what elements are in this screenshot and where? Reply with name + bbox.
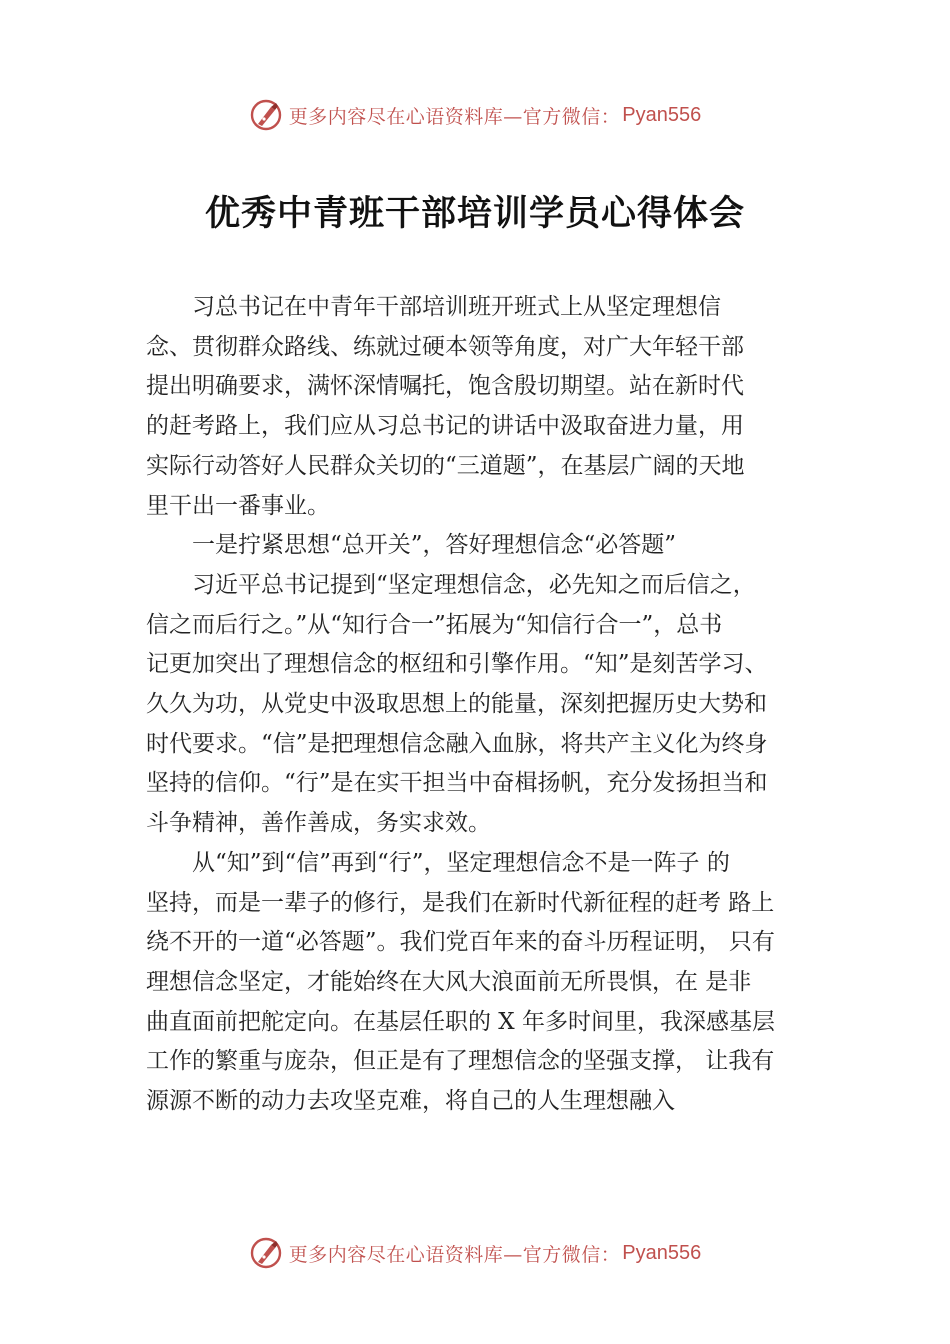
text-line: 曲直面前把舵定向。在基层任职的 X 年多时间里，我深感基层 xyxy=(146,1008,775,1035)
text-line: 念、贯彻群众路线、练就过硬本领等角度，对广大年轻干部 xyxy=(146,333,744,360)
section-heading-1 xyxy=(146,526,836,566)
text-line: 时代要求。“信”是把理想信念融入血脉，将共产主义化为终身 xyxy=(146,730,768,757)
text-line: 久久为功，从党史中汲取思想上的能量，深刻把握历史大势和 xyxy=(146,691,767,718)
text-line: 从“知”到“信”再到“行”，坚定理想信念不是一阵子 的 xyxy=(192,849,730,876)
text-line: 提出明确要求，满怀深情嘱托，饱含殷切期望。站在新时代 xyxy=(146,373,744,400)
pen-nib-logo-icon xyxy=(249,98,283,132)
text-line: 实际行动答好人民群众关切的“三道题”，在基层广阔的天地 xyxy=(146,452,745,479)
text-line: 绕不开的一道“必答题”。我们党百年来的奋斗历程证明， 只有 xyxy=(146,929,775,956)
footer-banner xyxy=(0,1231,950,1275)
paragraph-1 xyxy=(146,288,836,526)
text-line: 习近平总书记提到“坚定理想信念，必先知之而后信之， xyxy=(192,571,756,598)
wechat-id: Pyan556 xyxy=(622,1241,702,1264)
text-line: 里干出一番事业。 xyxy=(146,492,330,519)
text-line: 记更加突出了理想信念的枢纽和引擎作用。“知”是刻苦学习、 xyxy=(146,651,768,678)
text-line: 信之而后行之。”从“知行合一”拓展为“知信行合一”，总书 xyxy=(146,611,723,638)
header-banner xyxy=(0,93,950,137)
text-line: 的赶考路上，我们应从习总书记的讲话中汲取奋进力量，用 xyxy=(146,413,744,440)
text-line: 理想信念坚定，才能始终在大风大浪面前无所畏惧，在 是非 xyxy=(146,968,752,995)
banner-text: 更多内容尽在心语资料库—官方微信： xyxy=(288,1243,621,1266)
text-line: 工作的繁重与庞杂，但正是有了理想信念的坚强支撑， 让我有 xyxy=(146,1048,775,1075)
pen-nib-logo-icon xyxy=(249,1236,283,1270)
text-line: 源源不断的动力去攻坚克难，将自己的人生理想融入 xyxy=(146,1088,675,1115)
document-body xyxy=(146,288,836,1122)
paragraph-3 xyxy=(146,844,836,1122)
paragraph-2 xyxy=(146,566,836,844)
text-line: 坚持的信仰。“行”是在实干担当中奋楫扬帆，充分发扬担当和 xyxy=(146,770,768,797)
text-line: 习总书记在中青年干部培训班开班式上从坚定理想信 xyxy=(192,294,721,320)
banner-text: 更多内容尽在心语资料库—官方微信： xyxy=(288,105,621,128)
text-line: 坚持，而是一辈子的修行，是我们在新时代新征程的赶考 路上 xyxy=(146,889,775,916)
wechat-id: Pyan556 xyxy=(622,103,702,126)
document-title: 优秀中青班干部培训学员心得体会 xyxy=(204,193,745,234)
text-line: 斗争精神，善作善成，务实求效。 xyxy=(146,810,491,837)
text-line: 一是拧紧思想“总开关”，答好理想信念“必答题” xyxy=(192,532,677,559)
